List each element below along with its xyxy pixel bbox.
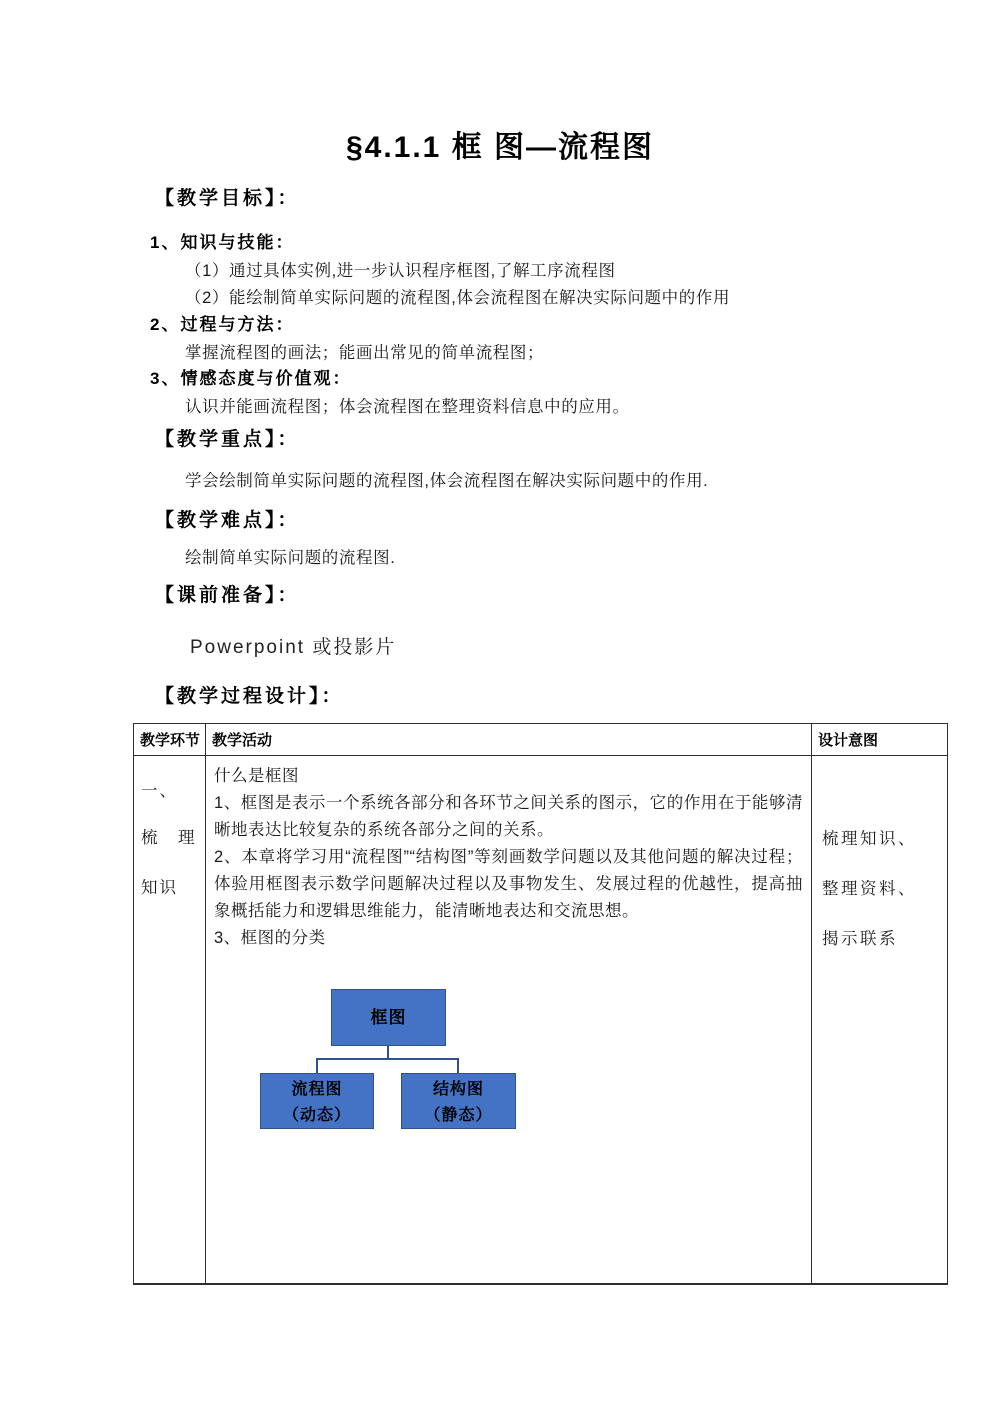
diagram-box-flowchart bbox=[260, 1073, 374, 1129]
diagram-connector-horizontal bbox=[316, 1058, 459, 1060]
intent-cell bbox=[812, 756, 948, 1284]
heading-emotion-values: 3、情感态度与价值观： bbox=[150, 369, 352, 388]
stage-cell bbox=[134, 756, 206, 1284]
heading-knowledge-skills: 1、知识与技能： bbox=[150, 233, 295, 252]
diagram-box-structure-line2: （静态） bbox=[424, 1107, 493, 1124]
diagram-connector-right-drop bbox=[457, 1058, 459, 1074]
emotion-values-item: 认识并能画流程图；体会流程图在整理资料信息中的应用。 bbox=[185, 398, 630, 416]
activity-paragraph-3: 2、本章将学习用“流程图”“结构图”等刻画数学问题以及其他问题的解决过程；体验用框图表示数学问题解决过程以及事物发生、发展过程的优越性，提高抽象概括能力和逻辑思维能力，能清晰地表达和交流思想。 bbox=[214, 848, 803, 920]
process-methods-item: 掌握流程图的画法；能画出常见的简单流程图； bbox=[185, 344, 545, 362]
heading-teaching-objectives: 【教学目标】： bbox=[155, 188, 300, 209]
page-title: §4.1.1 框 图—流程图 bbox=[345, 131, 655, 164]
intent-line-3: 揭示联系 bbox=[822, 930, 898, 948]
table-header-row bbox=[134, 724, 948, 756]
activity-paragraph-1: 什么是框图 bbox=[214, 767, 299, 785]
preparation-content: Powerpoint 或投影片 bbox=[190, 637, 397, 658]
document-body bbox=[150, 186, 870, 710]
diagram-box-structure bbox=[401, 1073, 516, 1129]
objective-item-2: （2）能绘制简单实际问题的流程图,体会流程图在解决实际问题中的作用 bbox=[185, 289, 731, 307]
stage-line-1: 一、 bbox=[141, 782, 178, 800]
lesson-plan-table bbox=[133, 723, 948, 1285]
difficulties-content: 绘制简单实际问题的流程图. bbox=[185, 549, 396, 567]
heading-process-methods: 2、过程与方法： bbox=[150, 315, 295, 334]
intent-line-1: 梳理知识、 bbox=[822, 830, 917, 848]
diagram-box-frame: 框图 bbox=[331, 989, 446, 1046]
activity-paragraph-4: 3、框图的分类 bbox=[214, 929, 326, 947]
diagram-box-structure-line1: 结构图 bbox=[432, 1081, 484, 1098]
col-header-activity: 教学活动 bbox=[206, 724, 812, 756]
diagram-box-flowchart-line2: （动态） bbox=[282, 1107, 351, 1124]
heading-process-design: 【教学过程设计】： bbox=[155, 686, 344, 707]
objective-item-1: （1）通过具体实例,进一步认识程序框图,了解工序流程图 bbox=[185, 262, 616, 280]
stage-line-3: 知识 bbox=[141, 879, 178, 897]
diagram-connector-left-drop bbox=[316, 1058, 318, 1074]
heading-key-points: 【教学重点】： bbox=[155, 429, 300, 450]
col-header-intent: 设计意图 bbox=[812, 724, 948, 756]
activity-paragraph-2: 1、框图是表示一个系统各部分和各环节之间关系的图示，它的作用在于能够清晰地表达比较复杂的系统各部分之间的关系。 bbox=[214, 794, 803, 839]
diagram-box-flowchart-line1: 流程图 bbox=[291, 1081, 343, 1098]
key-points-content: 学会绘制简单实际问题的流程图,体会流程图在解决实际问题中的作用. bbox=[185, 472, 709, 490]
activity-cell bbox=[206, 756, 812, 1284]
heading-preparation: 【课前准备】： bbox=[155, 585, 300, 606]
stage-line-2: 梳 理 bbox=[141, 829, 197, 847]
table-body-row bbox=[134, 756, 948, 1284]
heading-difficulties: 【教学难点】： bbox=[155, 510, 300, 531]
col-header-stage: 教学环节 bbox=[134, 724, 206, 756]
intent-line-2: 整理资料、 bbox=[822, 880, 917, 898]
